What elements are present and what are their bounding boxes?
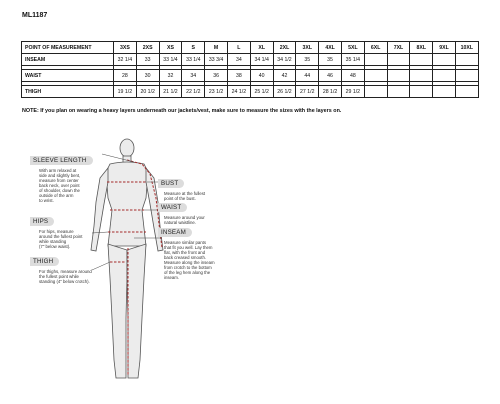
table-cell: 33 1/4 [182,54,205,66]
table-cell: 25 1/2 [250,86,273,98]
thigh-title: THIGH [30,257,59,266]
table-cell [455,70,478,82]
size-header-cell: S [182,42,205,54]
table-row [22,54,479,66]
size-header-cell: 2XS [136,42,159,54]
size-header-cell: 7XL [387,42,410,54]
table-cell: 28 [114,70,137,82]
table-cell [364,70,387,82]
table-cell [387,54,410,66]
table-cell: 32 1/4 [114,54,137,66]
table-cell: 34 1/2 [273,54,296,66]
hips-label [30,210,82,249]
table-cell: 36 [205,70,228,82]
table-cell: 34 1/4 [250,54,273,66]
inseam-desc: Measure similar pants that fit you well. Lay them flat, with the front and back creased smooth. Measure along the inseam from crotch to the bottom of the leg hem along the inseam. [164,240,215,280]
waist-title: WAIST [158,203,187,212]
sleeve-length-desc: With arm relaxed at side and slightly bent, measure from center back neck, over point of shoulder, down the outside of the arm to wrist. [39,168,81,203]
thigh-label [30,250,92,284]
layering-note: NOTE: If you plan on wearing a heavy layers underneath our jackets/vest, make sure to measure the sizes with the layers on. [22,108,342,114]
table-cell: 40 [250,70,273,82]
hips-desc: For hips, measure around the fullest point while standing (7" below waist). [39,229,83,249]
size-chart-table [21,41,479,98]
row-label: WAIST [22,70,114,82]
sleeve-length-title: SLEEVE LENGTH [30,156,93,165]
bust-title: BUST [158,179,184,188]
table-cell [364,86,387,98]
row-label: INSEAM [22,54,114,66]
size-header-cell: L [227,42,250,54]
table-cell [410,86,433,98]
table-cell: 35 1/4 [341,54,364,66]
table-cell: 27 1/2 [296,86,319,98]
table-cell [387,86,410,98]
table-cell [433,86,456,98]
table-cell [455,54,478,66]
size-header-cell: 3XS [114,42,137,54]
size-header-cell: 9XL [433,42,456,54]
table-cell: 35 [296,54,319,66]
size-header-cell: 4XL [319,42,342,54]
table-cell: 22 1/2 [182,86,205,98]
table-cell: 48 [341,70,364,82]
table-cell [433,54,456,66]
table-cell [433,70,456,82]
size-header-cell: 8XL [410,42,433,54]
style-code: ML1187 [22,12,48,19]
sleeve-length-label [30,149,93,203]
table-cell: 26 1/2 [273,86,296,98]
table-cell: 34 [182,70,205,82]
table-row [22,86,479,98]
table-cell [410,70,433,82]
bust-desc: Measure at the fullest point of the bust. [164,191,206,201]
table-cell [410,54,433,66]
size-header-cell: XS [159,42,182,54]
size-header-cell: XL [250,42,273,54]
hips-title: HIPS [30,217,54,226]
row-label: THIGH [22,86,114,98]
table-cell: 29 1/2 [341,86,364,98]
table-cell: 24 1/2 [227,86,250,98]
table-cell: 19 1/2 [114,86,137,98]
table-cell: 33 1/4 [159,54,182,66]
table-cell: 38 [227,70,250,82]
inseam-label [158,221,215,280]
table-cell: 28 1/2 [319,86,342,98]
point-of-measurement-header: POINT OF MEASUREMENT [22,42,114,54]
table-cell: 20 1/2 [136,86,159,98]
table-cell: 33 [136,54,159,66]
thigh-desc: For thighs, measure around the fullest point while standing (4" below crotch). [39,269,92,284]
size-header-cell: 5XL [341,42,364,54]
table-cell: 34 [227,54,250,66]
table-cell: 30 [136,70,159,82]
size-header-cell: 2XL [273,42,296,54]
body-silhouette [91,139,163,378]
inseam-title: INSEAM [158,228,192,237]
size-header-cell: 3XL [296,42,319,54]
table-cell [364,54,387,66]
table-cell: 33 3/4 [205,54,228,66]
table-cell: 32 [159,70,182,82]
size-header-cell: M [205,42,228,54]
table-cell: 44 [296,70,319,82]
table-cell: 35 [319,54,342,66]
size-header-cell: 10XL [455,42,478,54]
size-header-row [22,42,479,54]
size-header-cell: 6XL [364,42,387,54]
table-cell: 23 1/2 [205,86,228,98]
waist-desc: Measure around your natural waistline. [164,215,205,225]
table-cell [455,86,478,98]
table-cell [387,70,410,82]
table-cell: 46 [319,70,342,82]
table-cell: 42 [273,70,296,82]
table-row [22,70,479,82]
table-cell: 21 1/2 [159,86,182,98]
